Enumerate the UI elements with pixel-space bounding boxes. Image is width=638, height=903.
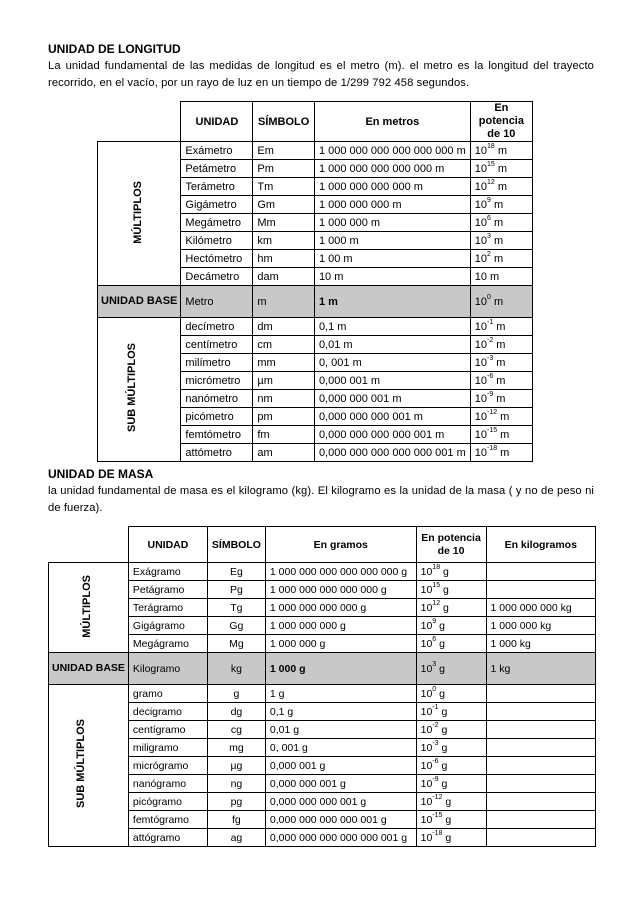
- power-cell: [416, 757, 486, 775]
- power-exponent: 15: [486, 160, 495, 168]
- table-row: [49, 685, 596, 703]
- unit-name: milímetro: [181, 354, 253, 372]
- group-label-text: SUB MÚLTIPLOS: [126, 343, 139, 433]
- table-row: [98, 142, 533, 160]
- power-exponent: -1: [486, 318, 494, 326]
- unit-value: 1 000 000 000 g: [265, 617, 416, 635]
- power-cell: [470, 426, 532, 444]
- unit-name: Exágramo: [128, 563, 207, 581]
- power-exponent: -18: [432, 829, 443, 837]
- table-row: [49, 581, 596, 599]
- unit-symbol: Mg: [207, 635, 265, 653]
- power-exponent: 6: [486, 214, 491, 222]
- unit-name: Decámetro: [181, 268, 253, 286]
- group-label-text: MÚLTIPLOS: [81, 574, 94, 638]
- unit-name: Kilómetro: [181, 232, 253, 250]
- unit-name: Petámetro: [181, 160, 253, 178]
- power-base: 10: [474, 216, 487, 229]
- power-cell: [470, 318, 532, 336]
- power-cell: [416, 739, 486, 757]
- power-exponent: 9: [432, 617, 437, 625]
- power-exponent: 15: [432, 581, 441, 589]
- unidad-base-label: UNIDAD BASE: [49, 653, 129, 685]
- unit-value: 1 000 000 000 000 000 g: [265, 581, 416, 599]
- unit-symbol: Em: [253, 142, 315, 160]
- power-base: 10: [474, 446, 487, 459]
- unit-kg: [486, 563, 595, 581]
- longitud-header-potencia: En potencia de 10: [470, 102, 532, 142]
- power-unit: g: [440, 583, 449, 596]
- power-exponent: 0: [432, 685, 437, 693]
- power-base: 10: [420, 662, 433, 675]
- table-row: [49, 757, 596, 775]
- power-base: 10: [474, 162, 487, 175]
- power-base: 10: [420, 831, 433, 844]
- power-unit: m: [493, 320, 506, 333]
- longitud-header-simbolo: SÍMBOLO: [253, 102, 315, 142]
- power-exponent: -15: [486, 426, 498, 434]
- power-base: 10: [420, 759, 433, 772]
- power-unit: g: [438, 777, 448, 790]
- unit-name: centígramo: [128, 721, 207, 739]
- power-base: 10: [474, 180, 487, 193]
- longitud-table: [97, 101, 533, 462]
- power-base: 10: [474, 198, 487, 211]
- unit-name: decigramo: [128, 703, 207, 721]
- power-base: 10: [474, 374, 487, 387]
- unit-value: 0,000 000 000 001 m: [314, 408, 470, 426]
- unit-name: Megámetro: [181, 214, 253, 232]
- power-unit: m: [490, 234, 504, 247]
- power-unit: m: [493, 356, 506, 369]
- unit-name: Metro: [181, 286, 253, 318]
- power-exponent: -12: [432, 793, 443, 801]
- table-row: [49, 563, 596, 581]
- power-base: 10: [474, 356, 487, 369]
- unit-name: micrógramo: [128, 757, 207, 775]
- masa-table: [48, 526, 596, 847]
- power-base: 10: [474, 295, 487, 308]
- power-exponent: 12: [486, 178, 495, 186]
- masa-heading: UNIDAD DE MASA: [48, 467, 154, 481]
- unit-name: Terámetro: [181, 178, 253, 196]
- power-unit: g: [436, 687, 445, 700]
- power-exponent: -1: [432, 703, 439, 711]
- power-cell: [470, 444, 532, 462]
- power-base: 10: [420, 723, 433, 736]
- unit-symbol: ag: [207, 829, 265, 847]
- unit-value: 1 000 000 000 000 m: [314, 178, 470, 196]
- unit-value: 0,000 000 000 000 000 001 m: [314, 444, 470, 462]
- unit-value: 1 000 m: [314, 232, 470, 250]
- power-cell: [416, 829, 486, 847]
- power-exponent: -3: [432, 739, 439, 747]
- unit-name: miligramo: [128, 739, 207, 757]
- masa-header-kg: En kilogramos: [486, 527, 595, 563]
- table-row: [49, 811, 596, 829]
- unit-value: 1 000 g: [265, 653, 416, 685]
- power-unit: m: [494, 144, 508, 157]
- power-cell: [470, 390, 532, 408]
- group-label-text: SUB MÚLTIPLOS: [75, 719, 88, 809]
- unit-value: 0,000 000 000 000 001 g: [265, 811, 416, 829]
- unit-symbol: Gg: [207, 617, 265, 635]
- unit-value: 10 m: [314, 268, 470, 286]
- unit-name: micrómetro: [181, 372, 253, 390]
- unit-value: 0,000 000 001 m: [314, 390, 470, 408]
- power-cell: [416, 581, 486, 599]
- power-unit: m: [494, 180, 508, 193]
- power-exponent: -12: [486, 408, 498, 416]
- power-unit: g: [436, 637, 445, 650]
- power-unit: g: [438, 723, 448, 736]
- power-cell: [416, 635, 486, 653]
- power-base: 10: [474, 392, 487, 405]
- power-unit: g: [442, 831, 452, 844]
- unit-name: attómetro: [181, 444, 253, 462]
- power-exponent: 2: [486, 250, 491, 258]
- power-cell: [416, 599, 486, 617]
- power-exponent: 12: [432, 599, 441, 607]
- unit-symbol: Eg: [207, 563, 265, 581]
- group-label-text: MÚLTIPLOS: [132, 180, 145, 244]
- unit-value: 0,000 000 001 g: [265, 775, 416, 793]
- unit-kg: [486, 829, 595, 847]
- table-row: [49, 635, 596, 653]
- power-base: 10: [474, 338, 487, 351]
- table-row: [49, 793, 596, 811]
- table-row: [49, 653, 596, 685]
- power-cell: [470, 286, 532, 318]
- unit-symbol: km: [253, 232, 315, 250]
- unit-symbol: Pm: [253, 160, 315, 178]
- unit-kg: [486, 793, 595, 811]
- masa-header-unidad: UNIDAD: [128, 527, 207, 563]
- power-cell: [470, 214, 532, 232]
- power-unit: m: [490, 252, 504, 265]
- unit-symbol: pm: [253, 408, 315, 426]
- unit-value: 1 000 000 m: [314, 214, 470, 232]
- power-base: 10: [420, 583, 433, 596]
- unit-symbol: fm: [253, 426, 315, 444]
- power-base: 10: [474, 252, 487, 265]
- power-exponent: 18: [432, 563, 441, 571]
- power-base: 10: [420, 565, 433, 578]
- unit-value: 0,000 000 000 001 g: [265, 793, 416, 811]
- power-cell: [470, 142, 532, 160]
- power-exponent: -15: [432, 811, 443, 819]
- power-base: 10: [474, 234, 487, 247]
- unit-name: Gigágramo: [128, 617, 207, 635]
- masa-header-simbolo: SÍMBOLO: [207, 527, 265, 563]
- unit-symbol: Pg: [207, 581, 265, 599]
- power-base: 10: [420, 795, 433, 808]
- table-row: [49, 829, 596, 847]
- power-cell: [470, 354, 532, 372]
- submultiplos-label: [49, 685, 129, 847]
- power-base: 10: [474, 428, 487, 441]
- unit-symbol: cg: [207, 721, 265, 739]
- unit-name: Kilogramo: [128, 653, 207, 685]
- unit-symbol: pg: [207, 793, 265, 811]
- unit-symbol: µm: [253, 372, 315, 390]
- unit-name: femtógramo: [128, 811, 207, 829]
- power-cell: [416, 563, 486, 581]
- unit-value: 0,01 m: [314, 336, 470, 354]
- power-unit: g: [442, 795, 452, 808]
- power-exponent: -6: [486, 372, 494, 380]
- unit-value: 1 000 000 g: [265, 635, 416, 653]
- power-base: 10: [420, 813, 433, 826]
- unit-value: 0, 001 g: [265, 739, 416, 757]
- longitud-paragraph: La unidad fundamental de las medidas de longitud es el metro (m). el metro es la longitud del trayecto recorrido, en el vacío, por un rayo de luz en un tiempo de 1/299 792 458 segundos.: [48, 60, 594, 89]
- power-base: 10: [420, 601, 433, 614]
- power-cell: [416, 793, 486, 811]
- power-unit: m: [490, 295, 504, 308]
- unit-symbol: kg: [207, 653, 265, 685]
- unit-value: 0,01 g: [265, 721, 416, 739]
- unit-name: femtómetro: [181, 426, 253, 444]
- longitud-header-valor: En metros: [314, 102, 470, 142]
- power-base: 10: [474, 144, 487, 157]
- power-unit: m: [493, 392, 506, 405]
- power-exponent: -3: [486, 354, 494, 362]
- unit-symbol: am: [253, 444, 315, 462]
- power-base: 10: [420, 777, 433, 790]
- table-row: [49, 721, 596, 739]
- unit-value: 1 00 m: [314, 250, 470, 268]
- power-cell: [470, 232, 532, 250]
- unit-name: Petágramo: [128, 581, 207, 599]
- power-base: 10: [420, 637, 433, 650]
- unit-symbol: nm: [253, 390, 315, 408]
- masa-header-valor: En gramos: [265, 527, 416, 563]
- power-exponent: -18: [486, 444, 498, 452]
- power-exponent: 0: [486, 293, 491, 301]
- unit-name: Terágramo: [128, 599, 207, 617]
- power-exponent: 9: [486, 196, 491, 204]
- longitud-header-unidad: UNIDAD: [181, 102, 253, 142]
- multiplos-label: [98, 142, 181, 286]
- unit-symbol: mg: [207, 739, 265, 757]
- unit-value: 0,000 001 g: [265, 757, 416, 775]
- unit-kg: [486, 775, 595, 793]
- unit-symbol: Tg: [207, 599, 265, 617]
- power-unit: m: [490, 198, 504, 211]
- power-exponent: 3: [486, 232, 491, 240]
- unit-kg: [486, 703, 595, 721]
- unit-name: gramo: [128, 685, 207, 703]
- power-cell: [416, 703, 486, 721]
- unit-name: centímetro: [181, 336, 253, 354]
- unit-value: 1 000 000 000 m: [314, 196, 470, 214]
- unit-symbol: mm: [253, 354, 315, 372]
- unit-symbol: hm: [253, 250, 315, 268]
- unit-kg: [486, 757, 595, 775]
- longitud-heading: UNIDAD DE LONGITUD: [48, 42, 181, 56]
- unidad-base-label: UNIDAD BASE: [98, 286, 181, 318]
- power-unit: g: [436, 662, 445, 675]
- unit-kg: [486, 739, 595, 757]
- power-cell: [470, 408, 532, 426]
- power-exponent: 6: [432, 635, 437, 643]
- power-cell: [416, 721, 486, 739]
- unit-name: Hectómetro: [181, 250, 253, 268]
- power-exponent: -2: [432, 721, 439, 729]
- unit-value: 0,1 m: [314, 318, 470, 336]
- power-unit: m: [490, 216, 504, 229]
- unit-value: 0,000 001 m: [314, 372, 470, 390]
- power-exponent: -9: [486, 390, 494, 398]
- power-unit: g: [440, 601, 449, 614]
- unit-symbol: g: [207, 685, 265, 703]
- power-exponent: 3: [432, 660, 437, 668]
- power-unit: g: [442, 813, 452, 826]
- unit-symbol: µg: [207, 757, 265, 775]
- unit-name: Megágramo: [128, 635, 207, 653]
- unit-symbol: dm: [253, 318, 315, 336]
- table-row: [49, 775, 596, 793]
- power-base: 10: [474, 320, 487, 333]
- power-cell: [470, 178, 532, 196]
- power-unit: m: [493, 338, 506, 351]
- power-cell: [470, 196, 532, 214]
- power-cell: [470, 372, 532, 390]
- table-row: [98, 318, 533, 336]
- unit-symbol: dg: [207, 703, 265, 721]
- table-row: [49, 703, 596, 721]
- power-unit: m: [497, 428, 510, 441]
- unit-value: 0,000 000 000 000 001 m: [314, 426, 470, 444]
- unit-name: picómetro: [181, 408, 253, 426]
- table-row: [49, 739, 596, 757]
- unit-value: 0,1 g: [265, 703, 416, 721]
- power-unit: m: [494, 162, 508, 175]
- table-row: [98, 286, 533, 318]
- unit-symbol: Gm: [253, 196, 315, 214]
- unit-name: decímetro: [181, 318, 253, 336]
- power-cell: [470, 250, 532, 268]
- unit-symbol: fg: [207, 811, 265, 829]
- unit-value: 1 000 000 000 000 000 000 m: [314, 142, 470, 160]
- unit-kg: [486, 721, 595, 739]
- power-unit: g: [438, 759, 448, 772]
- unit-kg: 1 000 kg: [486, 635, 595, 653]
- power-base: 10: [420, 687, 433, 700]
- power-base: 10: [420, 619, 433, 632]
- unit-kg: 1 000 000 kg: [486, 617, 595, 635]
- power-cell: [416, 617, 486, 635]
- unit-kg: 1 000 000 000 kg: [486, 599, 595, 617]
- power-cell: [416, 811, 486, 829]
- unit-kg: [486, 811, 595, 829]
- unit-name: Gigámetro: [181, 196, 253, 214]
- unit-symbol: Tm: [253, 178, 315, 196]
- power-exponent: -9: [432, 775, 439, 783]
- power-cell: [470, 336, 532, 354]
- power-cell: [416, 653, 486, 685]
- unit-name: attógramo: [128, 829, 207, 847]
- power-unit: g: [438, 741, 448, 754]
- power-cell: [470, 160, 532, 178]
- masa-header-potencia: En potencia de 10: [416, 527, 486, 563]
- unit-name: nanógramo: [128, 775, 207, 793]
- unit-symbol: cm: [253, 336, 315, 354]
- power-exponent: 18: [486, 142, 495, 150]
- power-unit: g: [438, 705, 448, 718]
- power-exponent: -2: [486, 336, 494, 344]
- unit-value: 1 000 000 000 000 000 000 g: [265, 563, 416, 581]
- power-base: 10 m: [474, 270, 500, 283]
- unit-kg: [486, 685, 595, 703]
- unit-symbol: dam: [253, 268, 315, 286]
- power-base: 10: [420, 741, 433, 754]
- power-cell: [416, 685, 486, 703]
- power-unit: g: [436, 619, 445, 632]
- power-exponent: -6: [432, 757, 439, 765]
- unit-value: 1 m: [314, 286, 470, 318]
- power-base: 10: [420, 705, 433, 718]
- unit-name: nanómetro: [181, 390, 253, 408]
- unit-value: 1 000 000 000 000 g: [265, 599, 416, 617]
- table-row: [49, 599, 596, 617]
- power-unit: g: [440, 565, 449, 578]
- unit-value: 0,000 000 000 000 000 001 g: [265, 829, 416, 847]
- unit-value: 1 000 000 000 000 000 m: [314, 160, 470, 178]
- multiplos-label: [49, 563, 129, 653]
- unit-symbol: m: [253, 286, 315, 318]
- unit-name: picógramo: [128, 793, 207, 811]
- submultiplos-label: [98, 318, 181, 462]
- unit-symbol: Mm: [253, 214, 315, 232]
- power-cell: [416, 775, 486, 793]
- power-base: 10: [474, 410, 487, 423]
- table-row: [49, 617, 596, 635]
- unit-symbol: ng: [207, 775, 265, 793]
- power-unit: m: [493, 374, 506, 387]
- power-unit: m: [497, 410, 510, 423]
- unit-value: 0, 001 m: [314, 354, 470, 372]
- unit-kg: [486, 581, 595, 599]
- masa-paragraph: la unidad fundamental de masa es el kilogramo (kg). El kilogramo es la unidad de la masa ( y no de peso ni de fuerza).: [48, 485, 594, 514]
- unit-kg: 1 kg: [486, 653, 595, 685]
- unit-value: 1 g: [265, 685, 416, 703]
- power-unit: m: [497, 446, 510, 459]
- unit-name: Exámetro: [181, 142, 253, 160]
- power-cell: [470, 268, 532, 286]
